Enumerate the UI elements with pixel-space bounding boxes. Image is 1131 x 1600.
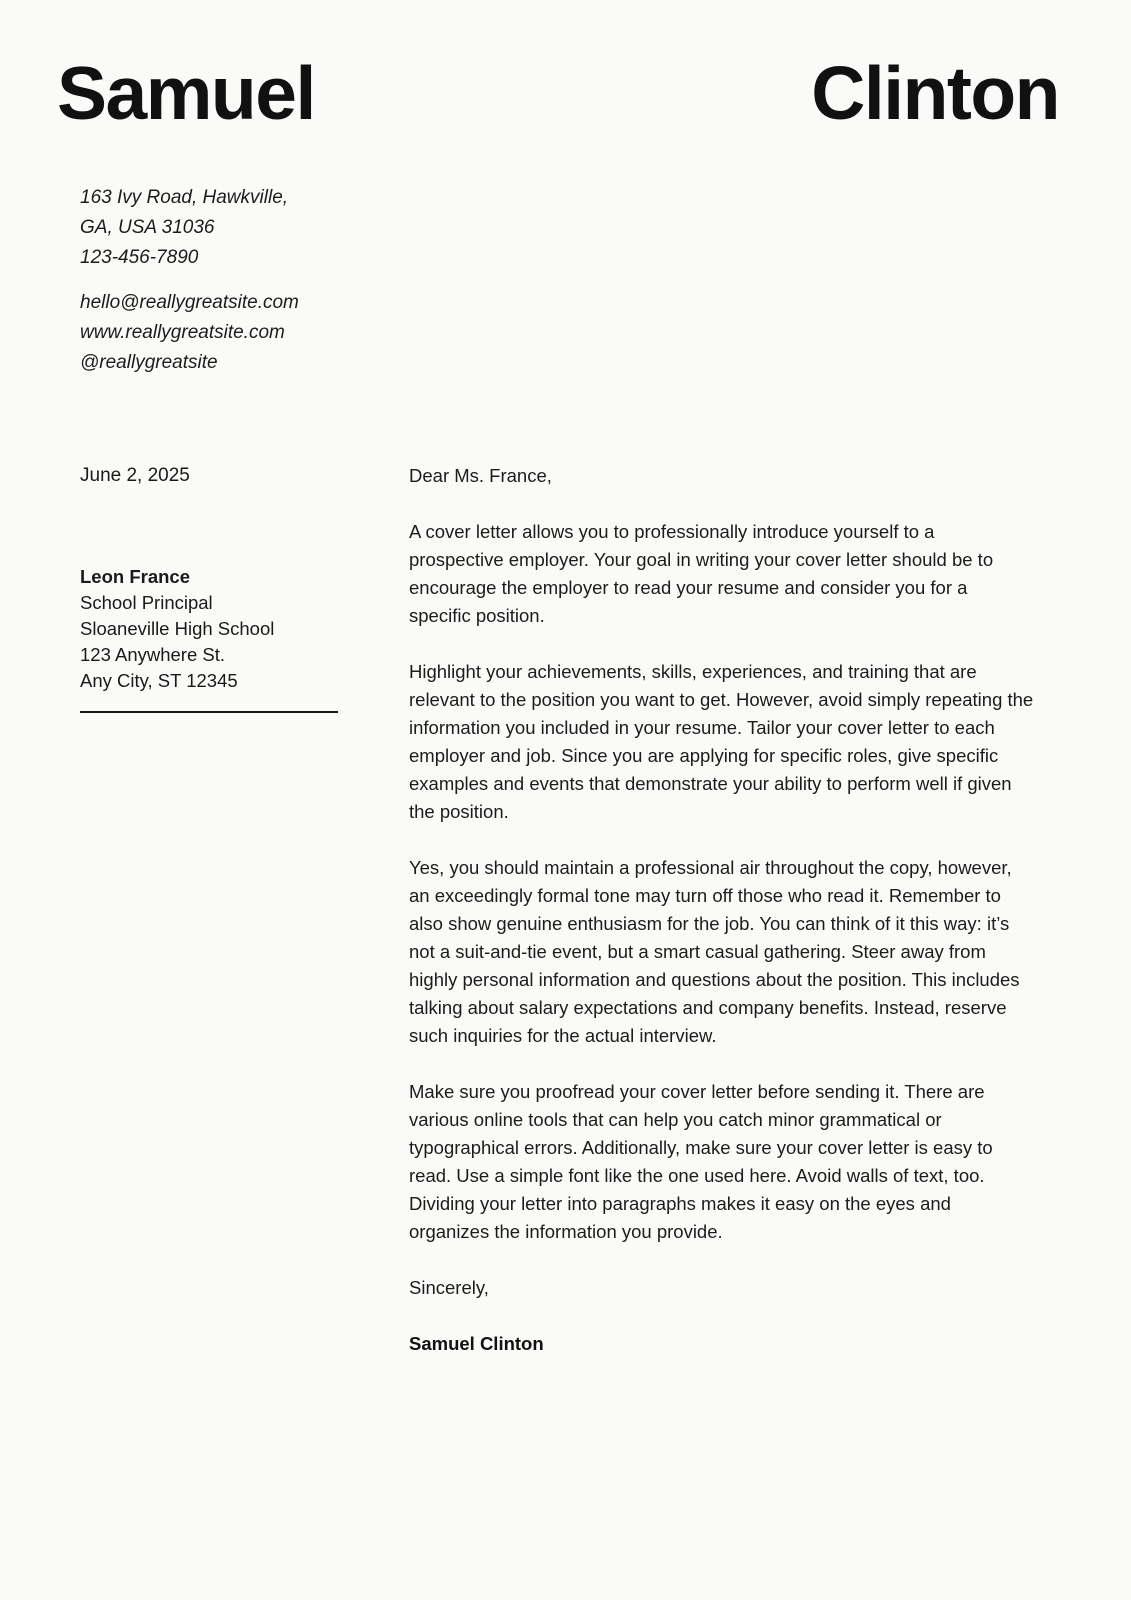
recipient-address-line: 123 Anywhere St. — [80, 644, 226, 665]
salutation: Dear Ms. France, — [409, 465, 552, 486]
header — [57, 51, 1059, 135]
recipient-address-line: Any City, ST 12345 — [80, 670, 238, 691]
letter-paragraph: Yes, you should maintain a professional air throughout the copy, however, an exceedingly formal tone may turn off those who read it. Remember to also show genuine enthusiasm for the job. You can think of it this way: it’s not a suit-and-tie event, but a smart casual gathering. Steer away from highly personal information and questions about the position. This includes talking about salary expectations and company benefits. Instead, reserve such inquiries for the actual interview. — [409, 857, 1020, 1046]
letter-content — [409, 462, 1034, 1358]
first-name: Samuel — [57, 51, 315, 135]
letter-body-area — [80, 462, 1055, 1358]
sender-address-line: 163 Ivy Road, Hawkville, — [80, 187, 289, 208]
recipient-divider — [80, 711, 338, 713]
sender-website: www.reallygreatsite.com — [80, 322, 285, 343]
recipient-organization: Sloaneville High School — [80, 618, 275, 639]
recipient-block — [80, 564, 338, 694]
signature-name: Samuel Clinton — [409, 1333, 544, 1354]
sender-email: hello@reallygreatsite.com — [80, 292, 299, 313]
sender-address — [80, 183, 420, 273]
sender-online-contact — [80, 288, 420, 378]
letter-paragraph: A cover letter allows you to professionally introduce yourself to a prospective employer. Your goal in writing your cover letter should be to encourage the employer to read your resume and consider you for a specific position. — [409, 521, 994, 626]
sender-social-handle: @reallygreatsite — [80, 352, 218, 373]
sender-contact-block — [80, 183, 420, 378]
letter-date: June 2, 2025 — [80, 465, 190, 486]
letter-paragraph: Make sure you proofread your cover letter before sending it. There are various online tools that can help you catch minor grammatical or typographical errors. Additionally, make sure your cover letter is easy to read. Use a simple font like the one used here. Avoid walls of text, too. Dividing your letter into paragraphs makes it easy on the eyes and organizes the information you provide. — [409, 1081, 993, 1242]
recipient-name: Leon France — [80, 566, 190, 587]
sender-address-line: GA, USA 31036 — [80, 217, 215, 238]
left-column — [80, 462, 338, 713]
recipient-title: School Principal — [80, 592, 213, 613]
sender-phone: 123-456-7890 — [80, 247, 199, 268]
letter-paragraph: Highlight your achievements, skills, experiences, and training that are relevant to the position you want to get. However, avoid simply repeating the information you included in your resume. Tailor your cover letter to each employer and job. Since you are applying for specific roles, give specific examples and events that demonstrate your ability to perform well if given the position. — [409, 661, 1034, 822]
closing: Sincerely, — [409, 1277, 489, 1298]
last-name: Clinton — [811, 51, 1059, 135]
